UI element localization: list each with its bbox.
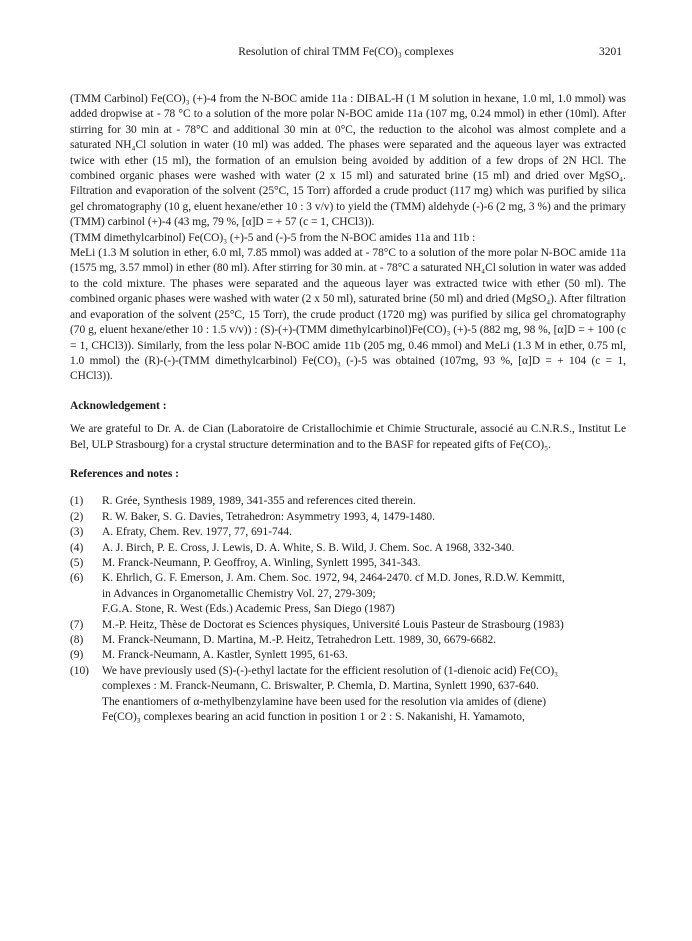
reference-line: M. Franck-Neumann, P. Geoffroy, A. Winling, Synlett 1995, 341-343. xyxy=(102,556,421,569)
reference-line: K. Ehrlich, G. F. Emerson, J. Am. Chem. Soc. 1972, 94, 2464-2470. cf M.D. Jones, R.D.W. Kemmitt, xyxy=(102,572,565,585)
reference-number: (5) xyxy=(70,556,84,569)
reference-text xyxy=(102,633,626,648)
reference-line: in Advances in Organometallic Chemistry Vol. 27, 279-309; xyxy=(102,587,376,600)
reference-item xyxy=(70,571,626,617)
reference-item xyxy=(70,541,626,556)
reference-line: We have previously used (S)-(-)-ethyl lactate for the efficient resolution of (1-dienoic acid) Fe(CO)₃ xyxy=(102,664,559,677)
procedure-tmm-carbinol: (TMM Carbinol) Fe(CO)₃ (+)-4 from the N-BOC amide 11a : DIBAL-H (1 M solution in hexane, 1.0 ml, 1.0 mmol) was added dropwise at - 78 °C to a solution of the more polar N-BOC amide 11a (107 mg, 0.24 mmol) in ether (10ml). After stirring for 30 min at - 78°C and additional 30 min at 0°C, the reduction to the alcohol was almost complete and a saturated NH₄Cl solution in water (10 ml) was added. The phases were separated and the aqueous layer was extracted twice with ether (15 ml), the formation of an emulsion being avoided by addition of a few drops of 2N HCl. The combined organic phases were washed with water (2 x 15 ml) and saturated brine (15 ml) and dried over MgSO₄. Filtration and evaporation of the solvent (25°C, 15 Torr) afforded a crude product (117 mg) which was purified by silica gel chromatography (10 g, eluent hexane/ether 10 : 3 v/v) to yield the (TMM) aldehyde (-)-6 (2 mg, 3 %) and the primary (TMM) carbinol (+)-4 (43 mg, 79 %, [α]D = + 57 (c = 1, CHCl3)). xyxy=(70,93,626,229)
reference-number: (10) xyxy=(70,664,89,677)
reference-item xyxy=(70,494,626,509)
references-heading: References and notes : xyxy=(70,467,179,480)
reference-line: R. W. Baker, S. G. Davies, Tetrahedron: Asymmetry 1993, 4, 1479-1480. xyxy=(102,510,435,523)
reference-item xyxy=(70,633,626,648)
reference-item xyxy=(70,556,626,571)
reference-text xyxy=(102,618,626,633)
reference-item xyxy=(70,664,626,726)
reference-number: (1) xyxy=(70,495,84,508)
reference-line: M. Franck-Neumann, D. Martina, M.-P. Heitz, Tetrahedron Lett. 1989, 30, 6679-6682. xyxy=(102,634,497,646)
reference-number: (2) xyxy=(70,510,84,523)
acknowledgement-heading: Acknowledgement : xyxy=(70,399,167,412)
reference-number: (9) xyxy=(70,649,84,662)
reference-text xyxy=(102,664,626,726)
article-body xyxy=(70,92,626,725)
reference-text xyxy=(102,510,626,525)
reference-line: M. Franck-Neumann, A. Kastler, Synlett 1995, 61-63. xyxy=(102,649,348,662)
reference-item xyxy=(70,618,626,633)
reference-line: F.G.A. Stone, R. West (Eds.) Academic Press, San Diego (1987) xyxy=(102,603,395,616)
reference-item xyxy=(70,510,626,525)
running-title: Resolution of chiral TMM Fe(CO)₃ complexes xyxy=(238,46,454,58)
reference-text xyxy=(102,648,626,663)
reference-line: The enantiomers of α-methylbenzylamine have been used for the resolution via amides of (diene) xyxy=(102,695,547,708)
reference-item xyxy=(70,525,626,540)
reference-item xyxy=(70,648,626,663)
reference-line: complexes : M. Franck-Neumann, C. Briswalter, P. Chemla, D. Martina, Synlett 1990, 637-640. xyxy=(102,680,539,693)
procedure-dimethylcarbinol: MeLi (1.3 M solution in ether, 6.0 ml, 7.85 mmol) was added at - 78°C to a solution of the more polar N-BOC amide 11a (1575 mg, 3.57 mmol) in ether (80 ml). After stirring for 30 min. at - 78°C a saturated NH₄Cl solution in water was added to the cold mixture. The phases were separated and the aqueous layer was extracted twice with ether (50 ml). The combined organic phases were washed with water (2 x 50 ml), saturated brine (50 ml) and dried (MgSO₄). After filtration and evaporation of the solvent (25°C, 15 Torr), the crude product (1720 mg) was purified by silica gel chromatography (70 g, eluent hexane/ether 10 : 1.5 v/v)) : (S)-(+)-(TMM dimethylcarbinol)Fe(CO)₃ (+)-5 (882 mg, 98 %, [α]D = + 100 (c = 1, CHCl3)). Similarly, from the less polar N-BOC amide 11b (205 mg, 0.46 mmol) and MeLi (1.3 M in ether, 0.75 ml, 1.0 mmol) the (R)-(-)-(TMM dimethylcarbinol) Fe(CO)₃ (-)-5 was obtained (107mg, 93 %, [α]D = + 104 (c = 1, CHCl3)). xyxy=(70,247,626,383)
reference-number: (4) xyxy=(70,541,84,554)
reference-text xyxy=(102,525,626,540)
acknowledgement-text: We are grateful to Dr. A. de Cian (Laboratoire de Cristallochimie et Chimie Structurale, associé au C.N.R.S., Institut Le Bel, ULP Strasbourg) for a crystal structure determination and to the BASF for repeated gifts of Fe(CO)₅. xyxy=(70,423,626,451)
page-header xyxy=(70,46,622,62)
reference-line: M.-P. Heitz, Thèse de Doctorat es Sciences physiques, Université Louis Pasteur de Strasbourg (1983) xyxy=(102,618,564,631)
reference-line: R. Grée, Synthesis 1989, 1989, 341-355 and references cited therein. xyxy=(102,495,416,508)
references-list xyxy=(70,494,626,725)
reference-text xyxy=(102,494,626,509)
reference-line: A. J. Birch, P. E. Cross, J. Lewis, D. A. White, S. B. Wild, J. Chem. Soc. A 1968, 332-340. xyxy=(102,541,515,554)
reference-line: A. Efraty, Chem. Rev. 1977, 77, 691-744. xyxy=(102,526,292,539)
procedure-heading-dimethylcarbinol: (TMM dimethylcarbinol) Fe(CO)₃ (+)-5 and (-)-5 from the N-BOC amides 11a and 11b : xyxy=(70,231,476,244)
reference-line: Fe(CO)₃ complexes bearing an acid function in position 1 or 2 : S. Nakanishi, H. Yamamoto, xyxy=(102,711,525,724)
reference-number: (3) xyxy=(70,526,84,539)
reference-number: (7) xyxy=(70,618,84,631)
page-number: 3201 xyxy=(599,46,622,58)
reference-text xyxy=(102,556,626,571)
reference-number: (8) xyxy=(70,634,84,646)
reference-text xyxy=(102,541,626,556)
reference-number: (6) xyxy=(70,572,84,585)
reference-text xyxy=(102,571,626,617)
